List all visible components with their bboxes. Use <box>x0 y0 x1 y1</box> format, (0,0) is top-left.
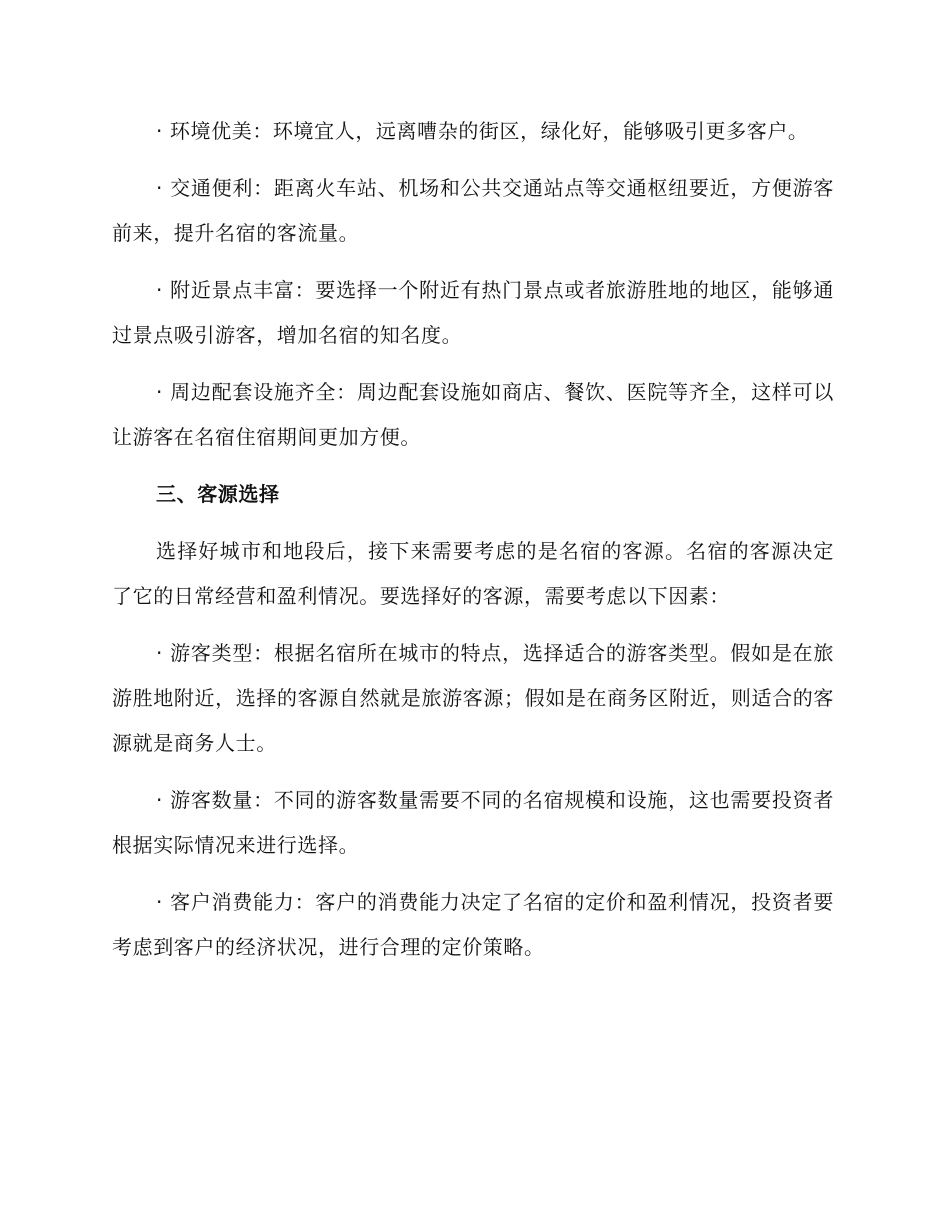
section-heading-guest-source: 三、客源选择 <box>156 482 280 506</box>
bullet-guest-count: · 游客数量：不同的游客数量需要不同的名宿规模和设施，这也需要投资者根据实际情况来进行选择。 <box>112 788 834 857</box>
bullet-nearby-attractions: · 附近景点丰富：要选择一个附近有热门景点或者旅游胜地的地区，能够通过景点吸引游客，增加名宿的知名度。 <box>112 278 834 347</box>
bullet-environment: · 环境优美：环境宜人，远离嘈杂的街区，绿化好，能够吸引更多客户。 <box>156 119 809 143</box>
intro-paragraph: 选择好城市和地段后，接下来需要考虑的是名宿的客源。名宿的客源决定了它的日常经营和盈利情况。要选择好的客源，需要考虑以下因素： <box>112 539 834 608</box>
bullet-spending-power: · 客户消费能力：客户的消费能力决定了名宿的定价和盈利情况，投资者要考虑到客户的经济状况，进行合理的定价策略。 <box>112 890 834 959</box>
bullet-transportation: · 交通便利：距离火车站、机场和公共交通站点等交通枢纽要近，方便游客前来，提升名宿的客流量。 <box>112 176 834 245</box>
bullet-guest-type: · 游客类型：根据名宿所在城市的特点，选择适合的游客类型。假如是在旅游胜地附近，选择的客源自然就是旅游客源；假如是在商务区附近，则适合的客源就是商务人士。 <box>112 641 834 755</box>
document-page <box>112 109 834 970</box>
bullet-facilities: · 周边配套设施齐全：周边配套设施如商店、餐饮、医院等齐全，这样可以让游客在名宿住宿期间更加方便。 <box>112 380 834 449</box>
